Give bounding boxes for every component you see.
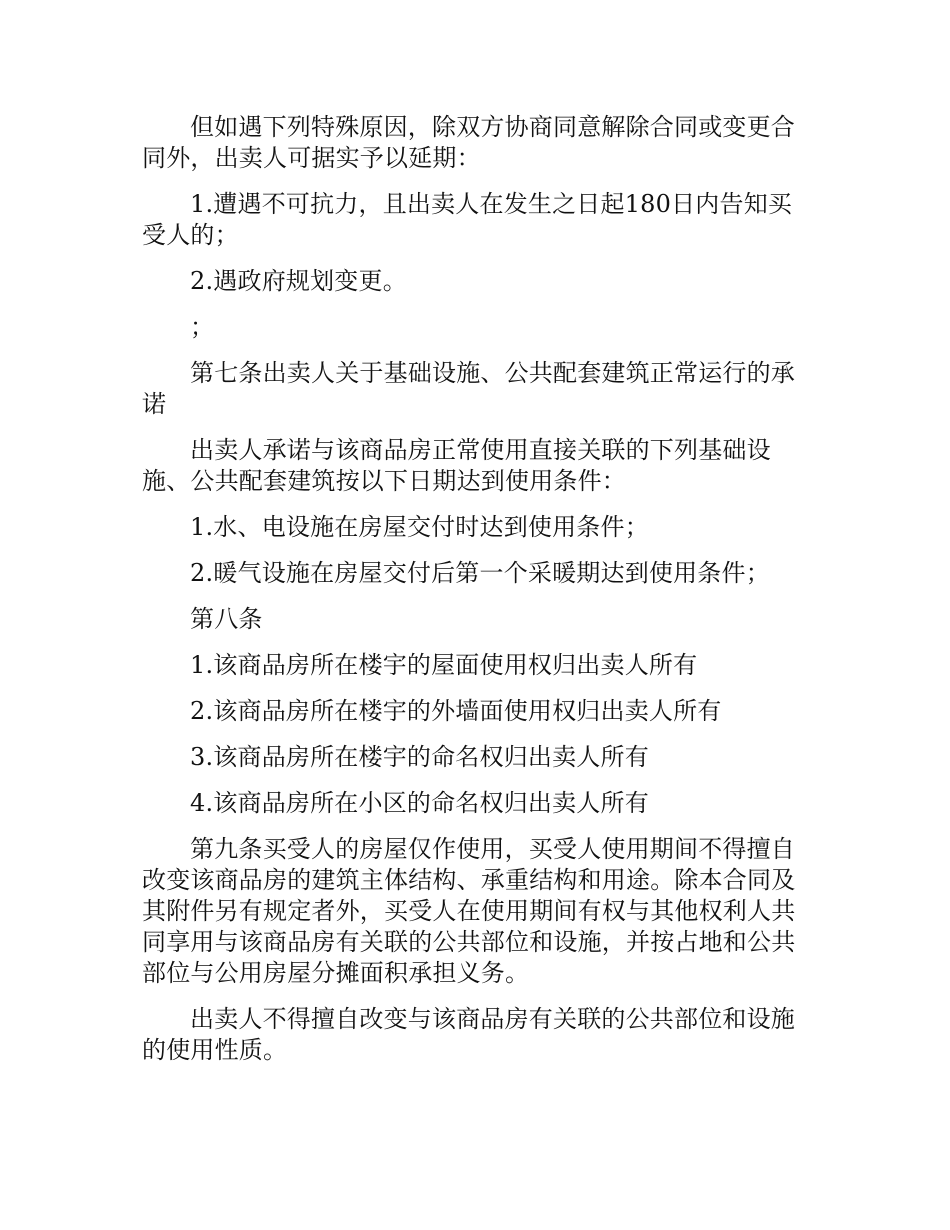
list-item-building-naming: 3.该商品房所在楼宇的命名权归出卖人所有 — [190, 743, 649, 771]
article-9-paragraph: 第九条买受人的房屋仅作使用，买受人使用期间不得擅自改变该商品房的建筑主体结构、承重结构和用途。除本合同及其附件另有规定者外，买受人在使用期间有权与其他权利人共同享用与该商品房有关联的公共部位和设施，并按占地和公共部位与公用房屋分摊面积承担义务。 — [142, 835, 796, 987]
list-item-heating: 2.暖气设施在房屋交付后第一个采暖期达到使用条件； — [190, 559, 770, 587]
paragraph-planning-change: 2.遇政府规划变更。 — [190, 267, 407, 295]
document-page — [142, 112, 814, 1066]
list-item-roof-rights: 1.该商品房所在楼宇的屋面使用权归出卖人所有 — [190, 651, 698, 679]
article-7-heading: 第七条出卖人关于基础设施、公共配套建筑正常运行的承诺 — [142, 359, 795, 418]
paragraph-delay-exceptions: 但如遇下列特殊原因，除双方协商同意解除合同或变更合同外，出卖人可据实予以延期： — [142, 113, 795, 172]
paragraph-seller-restriction: 出卖人不得擅自改变与该商品房有关联的公共部位和设施的使用性质。 — [142, 1005, 795, 1064]
paragraph-separator: ； — [190, 313, 215, 341]
list-item-water-electric: 1.水、电设施在房屋交付时达到使用条件； — [190, 513, 649, 541]
paragraph-infrastructure-promise: 出卖人承诺与该商品房正常使用直接关联的下列基础设施、公共配套建筑按以下日期达到使用条件： — [142, 436, 771, 495]
list-item-community-naming: 4.该商品房所在小区的命名权归出卖人所有 — [190, 789, 649, 817]
paragraph-force-majeure: 1.遭遇不可抗力，且出卖人在发生之日起180日内告知买受人的； — [142, 190, 793, 249]
article-8-heading: 第八条 — [190, 605, 263, 633]
list-item-wall-rights: 2.该商品房所在楼宇的外墙面使用权归出卖人所有 — [190, 697, 722, 725]
